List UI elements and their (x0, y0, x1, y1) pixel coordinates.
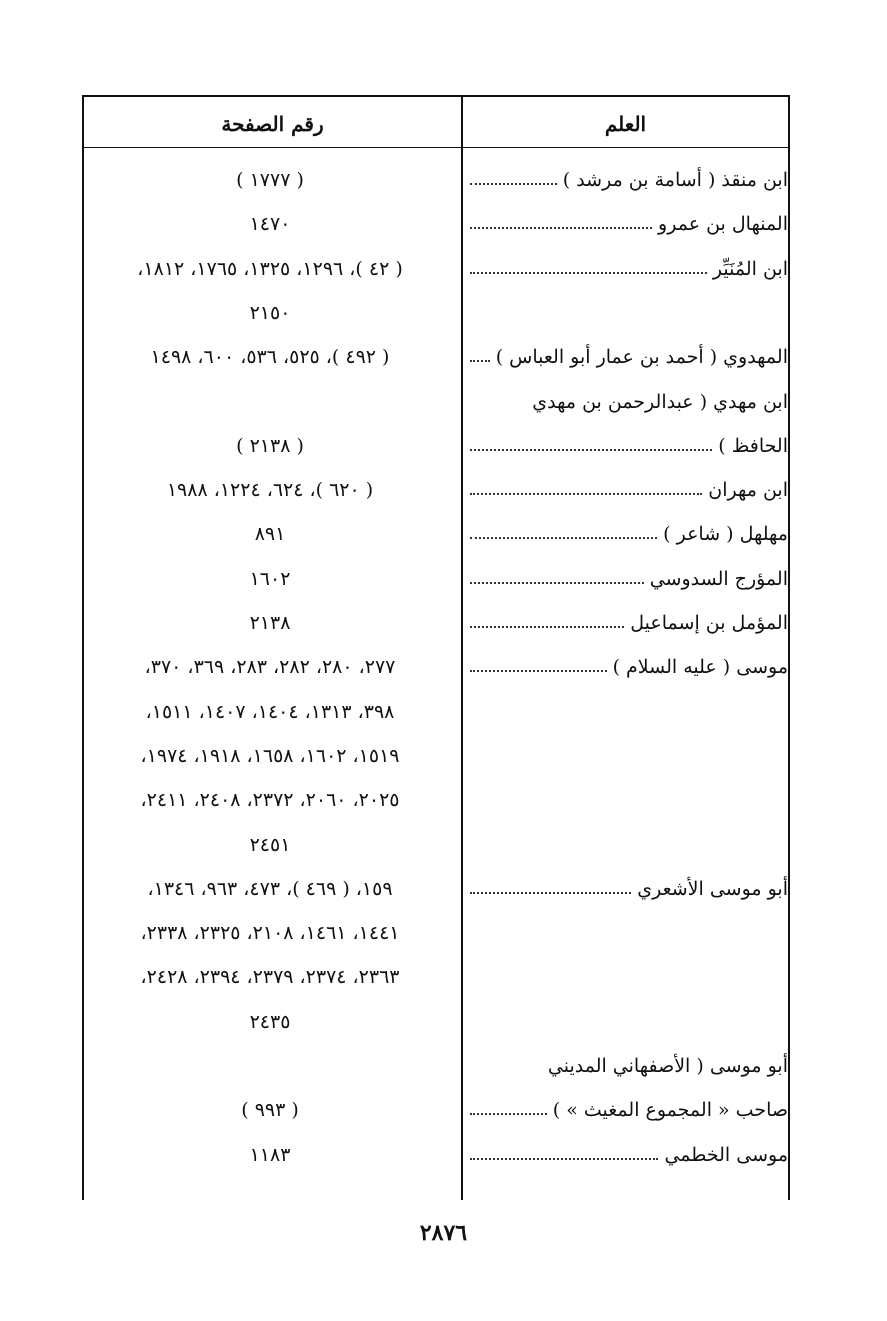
entry-pages: ٢٤٣٥ (249, 1010, 291, 1033)
table-row (84, 601, 788, 645)
entry-pages: ٢١٥٠ (249, 301, 291, 324)
entry-pages: ٨٩١ (254, 523, 286, 546)
entry-name-cell (466, 557, 788, 601)
leader-dots (470, 892, 631, 894)
entry-pages (84, 380, 456, 424)
entry-pages: ٢١٣٨ (249, 612, 291, 634)
entry-name: موسى ( عليه السلام ) (612, 656, 788, 679)
entry-pages: ١٥٩، ( ٤٦٩ )، ٤٧٣، ٩٦٣، ١٣٤٦، (147, 877, 393, 900)
table-row (84, 1044, 788, 1088)
entry-name-cell (466, 823, 788, 867)
entry-pages: ١٤٤١، ١٤٦١، ٢١٠٨، ٢٣٢٥، ٢٣٣٨، (140, 922, 400, 945)
entry-name: ابن منقذ ( أسامة بن مرشد ) (562, 169, 788, 191)
entry-name-cell (466, 734, 788, 778)
entry-name: الحافظ ) (718, 434, 788, 457)
entry-pages: ٣٩٨، ١٣١٣، ١٤٠٤، ١٤٠٧، ١٥١١، (145, 700, 395, 723)
entry-name: المؤمل بن إسماعيل (630, 612, 788, 634)
entry-pages: ١٦٠٢ (249, 567, 291, 590)
entry-name: مهلهل ( شاعر ) (663, 523, 788, 546)
table-row (84, 1000, 788, 1044)
leader-dots (470, 493, 702, 495)
entry-name: المهدوي ( أحمد بن عمار أبو العباس ) (495, 346, 788, 369)
entry-name: ابن مهران (708, 479, 788, 502)
table-row (84, 158, 788, 202)
table-row (84, 1088, 788, 1132)
entry-name-cell (466, 158, 788, 202)
table-row (84, 424, 788, 468)
header-rule (82, 147, 790, 148)
entry-name-cell (466, 468, 788, 512)
entry-pages: ١٥١٩، ١٦٠٢، ١٦٥٨، ١٩١٨، ١٩٧٤، (140, 744, 400, 767)
leader-dots (470, 537, 657, 539)
table-row (84, 734, 788, 778)
entry-pages: ( ٦٢٠ )، ٦٢٤، ١٢٢٤، ١٩٨٨ (166, 479, 374, 502)
entry-name-cell (466, 601, 788, 645)
entry-name: صاحب « المجموع المغيث » ) (552, 1099, 788, 1122)
table-row (84, 335, 788, 379)
table-row (84, 1133, 788, 1177)
header-pages: رقم الصفحة (221, 112, 324, 136)
entry-name-cell (466, 512, 788, 556)
entry-pages: ( ٤٩٢ )، ٥٢٥، ٥٣٦، ٦٠٠، ١٤٩٨ (150, 346, 390, 369)
entry-pages: ١١٨٣ (249, 1143, 291, 1166)
entry-name: ابن مهدي ( عبدالرحمن بن مهدي (532, 390, 788, 413)
entry-pages: ٢٠٢٥، ٢٠٦٠، ٢٣٧٢، ٢٤٠٨، ٢٤١١، (140, 789, 400, 812)
entry-pages (84, 1044, 456, 1088)
table-row (84, 557, 788, 601)
table-row (84, 955, 788, 999)
page-number: ٢٨٧٦ (419, 1220, 468, 1246)
entry-pages: ٢٣٦٣، ٢٣٧٤، ٢٣٧٩، ٢٣٩٤، ٢٤٢٨، (140, 966, 400, 989)
table-row (84, 380, 788, 424)
leader-dots (470, 360, 490, 362)
entry-pages: ٢٤٥١ (249, 833, 291, 856)
entry-name-cell (466, 955, 788, 999)
table-row (84, 247, 788, 291)
entry-name: موسى الخطمي (664, 1143, 788, 1166)
entry-name: ابن المُنَيِّر (712, 257, 788, 280)
entry-name-cell (466, 1088, 788, 1132)
entry-name-cell (466, 247, 788, 291)
entry-name-cell (466, 335, 788, 379)
table-row (84, 867, 788, 911)
table-row (84, 202, 788, 246)
entry-name-cell (466, 1044, 788, 1088)
leader-dots (470, 1158, 658, 1160)
entry-pages: ( ٤٢ )، ١٢٩٦، ١٣٢٥، ١٧٦٥، ١٨١٢، (137, 257, 403, 280)
entry-name-cell (466, 645, 788, 689)
entry-name-cell (466, 291, 788, 335)
table-row (84, 911, 788, 955)
entry-name-cell (466, 202, 788, 246)
table-row (84, 778, 788, 822)
entry-name-cell (466, 380, 788, 424)
entry-name-cell (466, 1000, 788, 1044)
entry-name: المنهال بن عمرو (658, 213, 788, 236)
leader-dots (470, 449, 712, 451)
entry-pages: ( ١٧٧٧ ) (236, 169, 304, 191)
leader-dots (470, 272, 707, 274)
table-row (84, 645, 788, 689)
leader-dots (470, 582, 644, 584)
entry-name: المؤرج السدوسي (649, 567, 788, 590)
leader-dots (470, 227, 652, 229)
entry-pages: ( ٢١٣٨ ) (236, 434, 304, 457)
entry-name-cell (466, 867, 788, 911)
entry-pages: ( ٩٩٣ ) (241, 1099, 299, 1122)
table-row (84, 823, 788, 867)
entry-pages: ١٤٧٠ (249, 213, 291, 236)
leader-dots (470, 183, 557, 185)
leader-dots (470, 626, 624, 628)
table-row (84, 468, 788, 512)
table-row (84, 512, 788, 556)
entry-name: أبو موسى ( الأصفهاني المديني (547, 1055, 788, 1077)
leader-dots (470, 670, 607, 672)
entry-name-cell (466, 911, 788, 955)
table-row (84, 690, 788, 734)
entry-name-cell (466, 690, 788, 734)
header-name: العلم (604, 112, 647, 136)
entry-name-cell (466, 424, 788, 468)
entry-pages: ٢٧٧، ٢٨٠، ٢٨٢، ٢٨٣، ٣٦٩، ٣٧٠، (144, 656, 396, 679)
entry-name: أبو موسى الأشعري (637, 877, 788, 900)
table-row (84, 291, 788, 335)
entry-name-cell (466, 778, 788, 822)
leader-dots (470, 1113, 547, 1115)
entry-name-cell (466, 1133, 788, 1177)
